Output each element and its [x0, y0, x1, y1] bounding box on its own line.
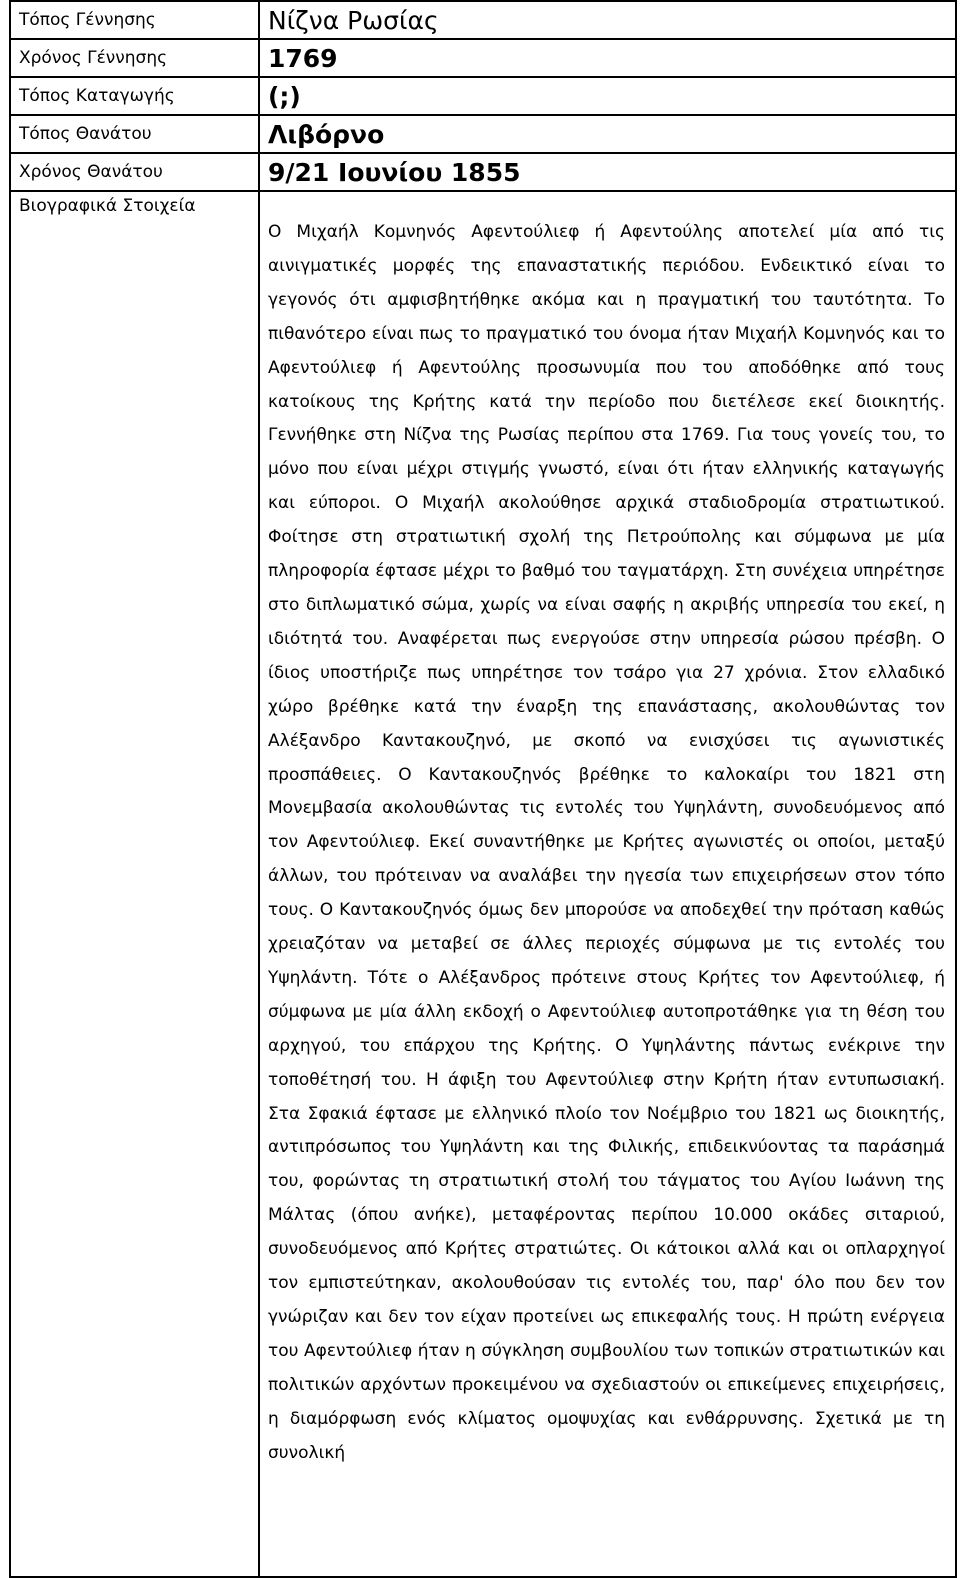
origin-value: (;) — [259, 77, 956, 115]
origin-label: Τόπος Καταγωγής — [10, 77, 259, 115]
biography-label: Βιογραφικά Στοιχεία — [10, 191, 259, 1577]
birthplace-label: Τόπος Γέννησης — [10, 1, 259, 39]
table-row — [10, 77, 956, 115]
birthplace-value: Νίζνα Ρωσίας — [259, 1, 956, 39]
death-date-label: Χρόνος Θανάτου — [10, 153, 259, 191]
table-row — [10, 153, 956, 191]
death-place-label: Τόπος Θανάτου — [10, 115, 259, 153]
biography-cell — [259, 191, 956, 1577]
table-row — [10, 115, 956, 153]
death-date-value: 9/21 Ιουνίου 1855 — [259, 153, 956, 191]
table-row — [10, 39, 956, 77]
biography-text: Ο Μιχαήλ Κομνηνός Αφεντούλιεφ ή Αφεντούλης αποτελεί μία από τις αινιγματικές μορφές της επαναστατικής περιόδου. Ενδεικτικό είναι το γεγονός ότι αμφισβητήθηκε ακόμα και η πραγματική του ταυτότητα. Το πιθανότερο είναι πως το πραγματικό του όνομα ήταν Μιχαήλ Κομνηνός και το Αφεντούλιεφ ή Αφεντούλης προσωνυμία που του αποδόθηκε από τους κατοίκους της Κρήτης κατά την περίοδο που διετέλεσε εκεί διοικητής. Γεννήθηκε στη Νίζνα της Ρωσίας περίπου στα 1769. Για τους γονείς του, το μόνο που είναι μέχρι στιγμής γνωστό, είναι ότι ήταν ελληνικής καταγωγής και εύποροι. Ο Μιχαήλ ακολούθησε αρχικά σταδιοδρομία στρατιωτικού. Φοίτησε στη στρατιωτική σχολή της Πετρούπολης και σύμφωνα με μία πληροφορία έφτασε μέχρι το βαθμό του ταγματάρχη. Στη συνέχεια υπηρέτησε στο διπλωματικό σώμα, χωρίς να είναι σαφής η ακριβής υπηρεσία του εκεί, η ιδιότητά του. Αναφέρεται πως ενεργούσε στην υπηρεσία ρώσου πρέσβη. Ο ίδιος υποστήριζε πως υπηρέτησε τον τσάρο για 27 χρόνια. Στον ελλαδικό χώρο βρέθηκε κατά την έναρξη της επανάστασης, ακολουθώντας τον Αλέξανδρο Καντακουζηνό, με σκοπό να ενισχύσει τις αγωνιστικές προσπάθειες. Ο Καντακουζηνός βρέθηκε το καλοκαίρι του 1821 στη Μονεμβασία ακολουθώντας τις εντολές του Υψηλάντη, συνοδευόμενος από τον Αφεντούλιεφ. Εκεί συναντήθηκε με Κρήτες αγωνιστές οι οποίοι, μεταξύ άλλων, του πρότειναν να αναλάβει την ηγεσία των επιχειρήσεων στον τόπο τους. Ο Καντακουζηνός όμως δεν μπορούσε να αποδεχθεί την πρόταση καθώς χρειαζόταν να μεταβεί σε άλλες περιοχές σύμφωνα με τις εντολές του Υψηλάντη. Τότε ο Αλέξανδρος πρότεινε στους Κρήτες τον Αφεντούλιεφ, ή σύμφωνα με μία άλλη εκδοχή ο Αφεντούλιεφ αυτοπροτάθηκε για τη θέση του αρχηγού, του επάρχου της Κρήτης. Ο Υψηλάντης πάντως ενέκρινε την τοποθέτησή του. Η άφιξη του Αφεντούλιεφ στην Κρήτη ήταν εντυπωσιακή. Στα Σφακιά έφτασε με ελληνικό πλοίο τον Νοέμβριο του 1821 ως διοικητής, αντιπρόσωπος του Υψηλάντη και της Φιλικής, επιδεικνύοντας τα παράσημά του, φορώντας τη στρατιωτική στολή του τάγματος του Αγίου Ιωάννη της Μάλτας (όπου ανήκε), μεταφέροντας περίπου 10.000 οκάδες σιταριού, συνοδευόμενος από Κρήτες στρατιώτες. Οι κάτοικοι αλλά και οι οπλαρχηγοί τον εμπιστεύτηκαν, ακολουθούσαν τις εντολές του, παρ' όλο που δεν τον γνώριζαν και δεν τον είχαν προτείνει ως επικεφαλής τους. Η πρώτη ενέργεια του Αφεντούλιεφ ήταν η σύγκληση συμβουλίου των τοπικών στρατιωτικών και πολιτικών αρχόντων προκειμένου να σχεδιαστούν οι επικείμενες επιχειρήσεις, η διαμόρφωση ενός κλίματος ομοψυχίας και ενθάρρυνσης. Σχετικά με τη συνολική — [268, 222, 945, 1463]
birth-year-value: 1769 — [259, 39, 956, 77]
table-row — [10, 191, 956, 1577]
death-place-value: Λιβόρνο — [259, 115, 956, 153]
biography-table — [9, 0, 957, 1578]
table-row — [10, 1, 956, 39]
birth-year-label: Χρόνος Γέννησης — [10, 39, 259, 77]
biography-sheet — [9, 0, 955, 1560]
